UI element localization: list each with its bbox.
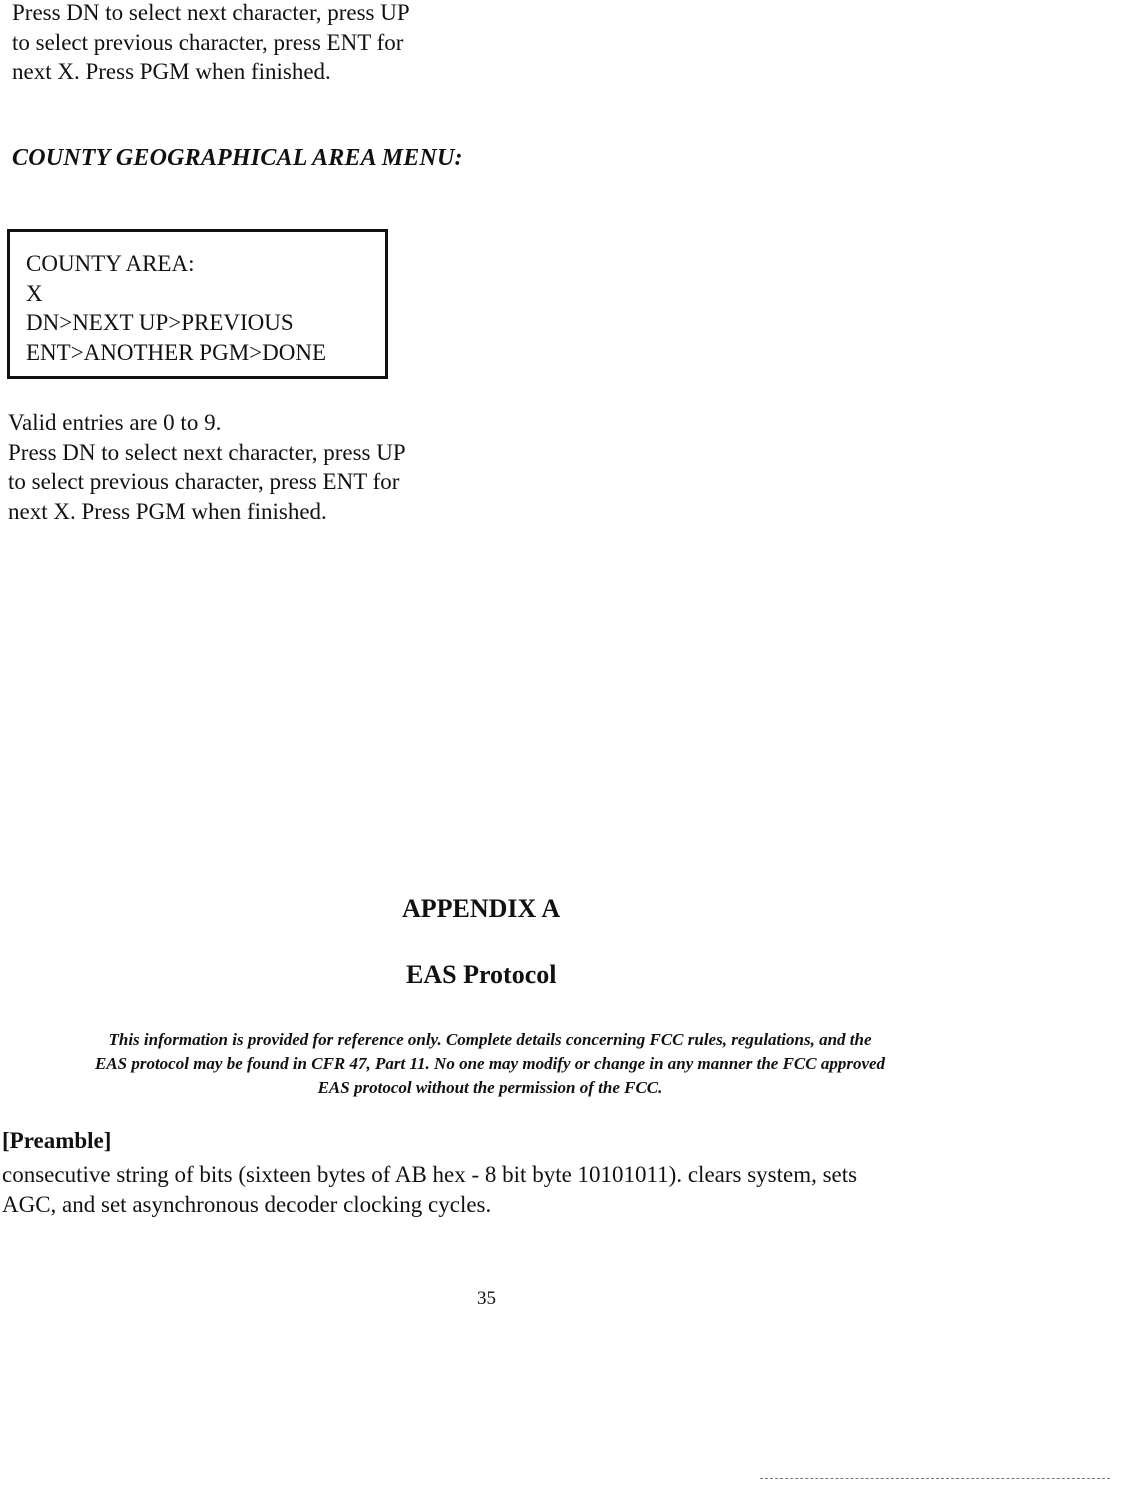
county-menu-heading: COUNTY GEOGRAPHICAL AREA MENU: <box>12 145 463 171</box>
preamble-line: consecutive string of bits (sixteen bytes of AB hex - 8 bit byte 10101011). clears system, sets <box>2 1162 858 1187</box>
appendix-subtitle: EAS Protocol <box>406 960 557 989</box>
page-number: 35 <box>477 1288 496 1309</box>
lcd-display-box <box>7 229 388 379</box>
display-line: COUNTY AREA: <box>26 251 195 276</box>
notice-line: EAS protocol without the permission of the FCC. <box>317 1078 663 1097</box>
appendix-title: APPENDIX A <box>402 894 561 923</box>
notice-line: EAS protocol may be found in CFR 47, Part 11. No one may modify or change in any manner the FCC approved <box>94 1054 886 1073</box>
scan-edge-line <box>760 1478 1110 1479</box>
preamble-line: AGC, and set asynchronous decoder clocking cycles. <box>2 1192 492 1217</box>
top-instructions <box>12 0 410 87</box>
instruction-line: Press DN to select next character, press UP <box>12 0 410 25</box>
display-line: ENT>ANOTHER PGM>DONE <box>26 339 327 365</box>
reference-notice <box>0 1028 990 1100</box>
display-line: DN>NEXT UP>PREVIOUS <box>26 310 294 335</box>
instruction-line: to select previous character, press ENT for <box>8 469 400 494</box>
instruction-line: next X. Press PGM when finished. <box>12 59 331 84</box>
preamble-text <box>2 1160 857 1220</box>
display-line: X <box>26 280 43 306</box>
instruction-line: Valid entries are 0 to 9. <box>8 410 222 435</box>
notice-line: This information is provided for reference only. Complete details concerning FCC rules, regulations, and the <box>108 1030 872 1049</box>
instruction-line: to select previous character, press ENT for <box>12 29 404 55</box>
instruction-line: next X. Press PGM when finished. <box>8 498 327 524</box>
preamble-heading: [Preamble] <box>2 1128 112 1153</box>
instruction-line: Press DN to select next character, press UP <box>8 439 406 465</box>
county-instructions <box>8 408 406 526</box>
